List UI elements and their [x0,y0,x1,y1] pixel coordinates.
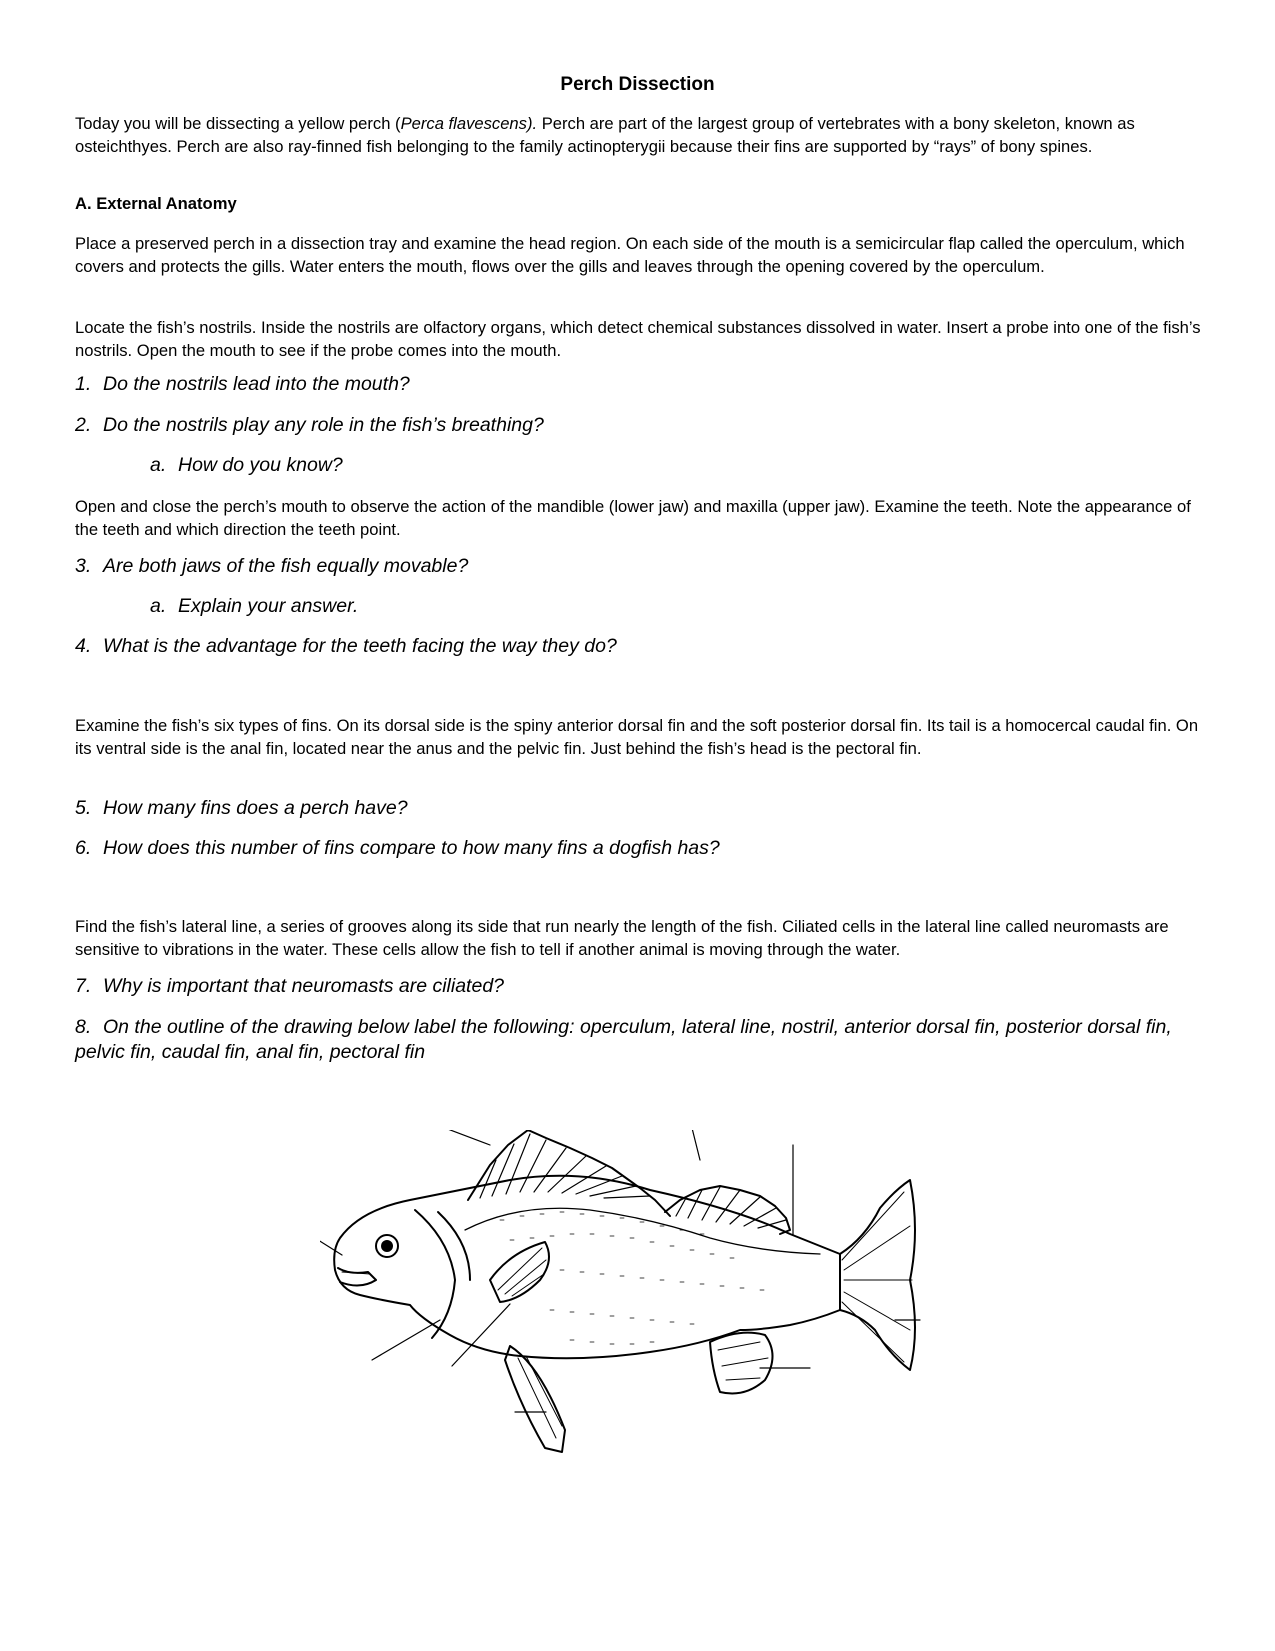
question-number: 3. [75,555,92,577]
intro-paragraph [75,112,1215,158]
question-text: Why is important that neuromasts are ciliated? [103,975,505,997]
label-lines [320,1130,920,1412]
pelvic-fin-icon [505,1346,565,1452]
question-2 [75,413,1205,438]
question-number: a. [150,454,167,476]
question-number: 5. [75,797,92,819]
question-3a [150,594,1275,619]
operculum-icon [415,1210,455,1338]
paragraph-jaws: Open and close the perch’s mouth to observe the action of the mandible (lower jaw) and maxilla (upper jaw). Examine the teeth. Note the appearance of the teeth and which direction the teeth point. [75,497,1191,539]
paragraph-nostrils: Locate the fish’s nostrils. Inside the nostrils are olfactory organs, which detect chemical substances dissolved in water. Insert a probe into one of the fish’s nostrils. Open the mouth to see if the probe comes into the mouth. [75,318,1201,360]
anterior-dorsal-fin-icon [468,1130,670,1216]
question-1 [75,372,1205,397]
question-8 [75,1015,1205,1065]
question-4 [75,634,1205,659]
page-title: Perch Dissection [560,74,715,95]
intro-text-before: Today you will be dissecting a yellow perch ( [75,114,401,133]
mouth-icon [338,1268,376,1286]
pectoral-fin-icon [490,1242,549,1302]
question-number: 4. [75,635,92,657]
question-text: What is the advantage for the teeth facing the way they do? [103,635,617,657]
species-name: Perca flavescens). [400,114,538,133]
question-5 [75,796,1205,821]
question-3 [75,554,1205,579]
section-heading-external-anatomy: A. External Anatomy [75,194,237,213]
question-text: How do you know? [178,454,343,476]
question-2a [150,453,1275,478]
question-text: Do the nostrils play any role in the fish’s breathing? [103,414,544,436]
paragraph-lateral-line: Find the fish’s lateral line, a series of grooves along its side that run nearly the length of the fish. Ciliated cells in the lateral line called neuromasts are sensitive to vibrations in the water. These cells allow the fish to tell if another animal is moving through the water. [75,917,1169,959]
question-number: 1. [75,373,92,395]
question-number: 8. [75,1016,92,1038]
question-text: Are both jaws of the fish equally movable? [103,555,469,577]
paragraph-operculum: Place a preserved perch in a dissection tray and examine the head region. On each side of the mouth is a semicircular flap called the operculum, which covers and protects the gills. Water enters the mouth, flows over the gills and leaves through the opening covered by the operculum. [75,234,1185,276]
question-number: a. [150,595,167,617]
question-text: How many fins does a perch have? [103,797,408,819]
question-number: 6. [75,837,92,859]
question-text: Do the nostrils lead into the mouth? [103,373,410,395]
question-6 [75,836,1205,861]
paragraph-fins: Examine the fish’s six types of fins. On its dorsal side is the spiny anterior dorsal fin and the soft posterior dorsal fin. Its tail is a homocercal caudal fin. On its ventral side is the anal fin, located near the anus and the pelvic fin. Just behind the fish’s head is the pectoral fin. [75,716,1199,758]
question-number: 2. [75,414,92,436]
intro-text-after: Perch are part of the largest group of vertebrates with a bony skeleton, known as osteichthyes. Perch are also ray-finned fish belonging to the family actinopterygii because their fins are supported by “rays” of bony spines. [75,114,1135,156]
caudal-fin-icon [840,1180,915,1370]
question-text: How does this number of fins compare to how many fins a dogfish has? [103,837,720,859]
question-number: 7. [75,975,92,997]
fish-body-outline-icon [334,1176,840,1358]
question-text: Explain your answer. [178,595,359,617]
lateral-line-icon [465,1208,820,1254]
perch-outline-drawing-icon [320,1130,980,1495]
question-text: On the outline of the drawing below label the following: operculum, lateral line, nostril, anterior dorsal fin, posterior dorsal fin, pelvic fin, caudal fin, anal fin, pectoral fin [75,1016,1172,1063]
question-7 [75,974,1205,999]
